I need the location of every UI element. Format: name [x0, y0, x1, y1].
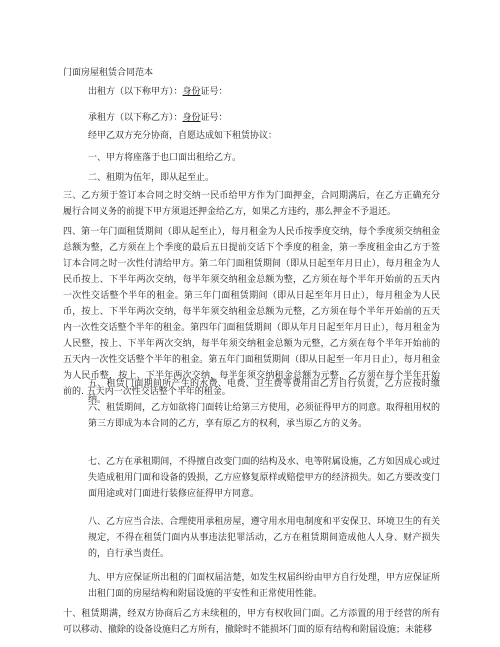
- clause-9: 九、甲方应保证所出租的门面权届洁楚，如发生权届纠纷由甲方自行处理，甲方应保证所出租门面的房屋结构和附届设施的平安性和正常使用性能。: [88, 573, 440, 599]
- lessor-id-suffix: 证号：: [200, 87, 228, 97]
- clause-1: 一、甲方将座落于也口面出租给乙方。: [88, 153, 242, 163]
- clause-10: 十、租赁期满，经双方协商后乙方未续租的，甲方有权收回门面。乙方添置的用于经营的所有可以移动、撤除的设备设施归乙方所有，撤除时不能损坏门面的原有结构和附届设施；未能移: [63, 609, 440, 635]
- document-title: 门面房屋租赁合同范本: [63, 68, 154, 78]
- lessor-line: [88, 84, 440, 100]
- clause-3: 三、乙方须于签订本合同之时交纳一民币给甲方作为门面押金，合同期满后，在乙方正确充分履行合同义务的前提下甲方须退还押金给乙方，如果乙方违约，那么押金不予退还。: [63, 191, 440, 217]
- clause-5: 五、租赁门面期间所产生的水费、电费、卫生费等费用由乙方自行负责，乙方应按时缴纳。: [88, 379, 440, 405]
- clause-2: 二、租期为伍年，即从起至止。: [88, 173, 215, 183]
- clause-8: 八、乙方应当合法、合理使用承租房屋，遵守用水用电制度和平安保卫、环境卫生的有关规定，不得在租赁门面内从事违法犯罪活动，乙方在租赁期间造成他人人身、财产损失的，自行承当责任。: [88, 517, 440, 559]
- lessor-label: 出租方（以下称甲方）：: [88, 87, 183, 97]
- clause-6: 六、租赁期间，乙方如欲将门面转让给第三方使用，必须征得甲方的同意。取得租用权的第三方即成为本合同的乙方，享有原乙方的权利，承当原乙方的义务。: [88, 403, 440, 429]
- lessee-id-suffix: 证号：: [200, 113, 228, 123]
- intro-paragraph: 经甲乙双方充分协商，自愿达成如下租赁协议：: [88, 131, 278, 141]
- lessee-label: 承租方（以下称乙方）：: [88, 113, 183, 123]
- lessee-line: [88, 110, 440, 126]
- lessee-id-word: 身份: [182, 113, 201, 123]
- lessor-id-word: 身份: [182, 87, 201, 97]
- clause-4: 四、第一年门面租赁期间（即从起至止），每月租金为人民币按季度交纳，每个季度须交纳租金总额为整，乙方须在上个季度的最后五日提前交话下个季度的租金，第一季度租金由乙方于签订本合同之时一次性付清给甲方。第二年门面租赁期间（即从日起至年月日止），每月租金为人民币按上、下半年两次交纳，每半年须交纳租金总额为整，乙方须在每个半年开始前的五天内一次性交话整个半年的租金。第三年门面租赁期间（即从日起至年月日止），每月租金为人民币，按上、下半年两次交纳，每半年须交纳租金总额为元整，乙方须在每个半年开始前的五天内一次性交话整个半年的租金。第四年门面租赁期间（即从年月日起至年月日止），每月租金为人民整，按上、下半年两次交纳，每半年须交纳租金总额为元整，乙方须在每个半年开始前的五天内一次性交话整个半年的租金。第五年门面租赁期间（即从日起至一年月日止），每月租金为人民币整，按上、下半年两次交纳，每半年须交纳租金总额为元整，乙方须在每个半年开始前的. 五天内一次性交话整个半年的租金。: [63, 227, 440, 397]
- clause-7: 七、乙方在承租期间，不得擅自改变门面的结构及水、电等附属设施，乙方如因成心或过失造成租用门面和设备的毁损，乙方应修复原样或赔偿甲方的经济损失。如乙方要改变门面用途或对门面进行装修应征得甲方同意。: [88, 457, 440, 499]
